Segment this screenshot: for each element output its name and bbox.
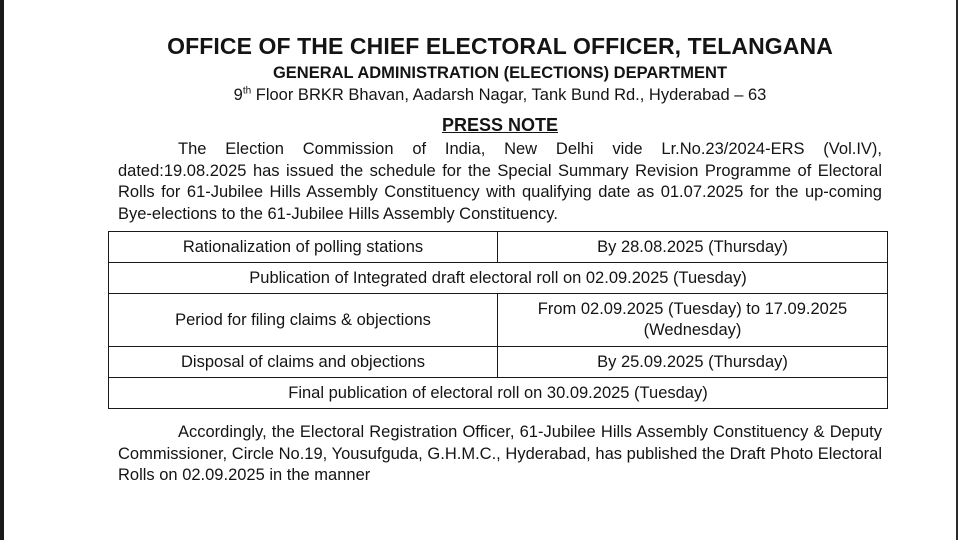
schedule-date-cell: By 28.08.2025 (Thursday) — [498, 232, 888, 263]
page-left-edge — [0, 0, 4, 540]
page-right-edge — [956, 0, 958, 540]
table-row — [109, 263, 888, 294]
table-row — [109, 347, 888, 378]
intro-paragraph: The Election Commission of India, New Delhi vide Lr.No.23/2024-ERS (Vol.IV), dated:19.08.2025 has issued the schedule for the Special Summary Revision Programme of Electoral Rolls for 61-Jubilee Hills Assembly Constituency with qualifying date as 01.07.2025 for the up-coming Bye-elections to the 61-Jubilee Hills Assembly Constituency. — [118, 140, 882, 223]
revision-schedule-table — [108, 231, 888, 409]
press-note-heading: PRESS NOTE — [441, 115, 559, 135]
schedule-date-line-2: (Wednesday) — [643, 321, 742, 339]
department-title: GENERAL ADMINISTRATION (ELECTIONS) DEPARTMENT — [272, 64, 728, 82]
table-row — [109, 378, 888, 409]
office-title: OFFICE OF THE CHIEF ELECTORAL OFFICER, TELANGANA — [167, 33, 833, 59]
office-address — [118, 84, 882, 106]
table-row — [109, 294, 888, 347]
table-row — [109, 232, 888, 263]
schedule-activity-cell: Rationalization of polling stations — [109, 232, 498, 263]
address-floor-number: 9 — [233, 86, 243, 104]
schedule-merged-cell: Publication of Integrated draft electoral roll on 02.09.2025 (Tuesday) — [109, 263, 888, 294]
schedule-merged-cell: Final publication of electoral roll on 30.09.2025 (Tuesday) — [109, 378, 888, 409]
address-floor-suffix: th — [242, 85, 252, 97]
press-note-document — [118, 30, 882, 503]
address-rest: Floor BRKR Bhavan, Aadarsh Nagar, Tank Bund Rd., Hyderabad – 63 — [251, 86, 767, 104]
schedule-activity-cell: Disposal of claims and objections — [109, 347, 498, 378]
schedule-date-cell — [498, 294, 888, 347]
schedule-activity-cell: Period for filing claims & objections — [109, 294, 498, 347]
schedule-date-line-1: From 02.09.2025 (Tuesday) to 17.09.2025 — [537, 300, 848, 318]
schedule-date-cell: By 25.09.2025 (Thursday) — [498, 347, 888, 378]
followup-paragraph: Accordingly, the Electoral Registration Officer, 61-Jubilee Hills Assembly Constituency & Deputy Commissioner, Circle No.19, Yousufguda, G.H.M.C., Hyderabad, has published the Draft Photo Electoral Rolls on 02.09.2025 in the manner — [118, 423, 882, 484]
